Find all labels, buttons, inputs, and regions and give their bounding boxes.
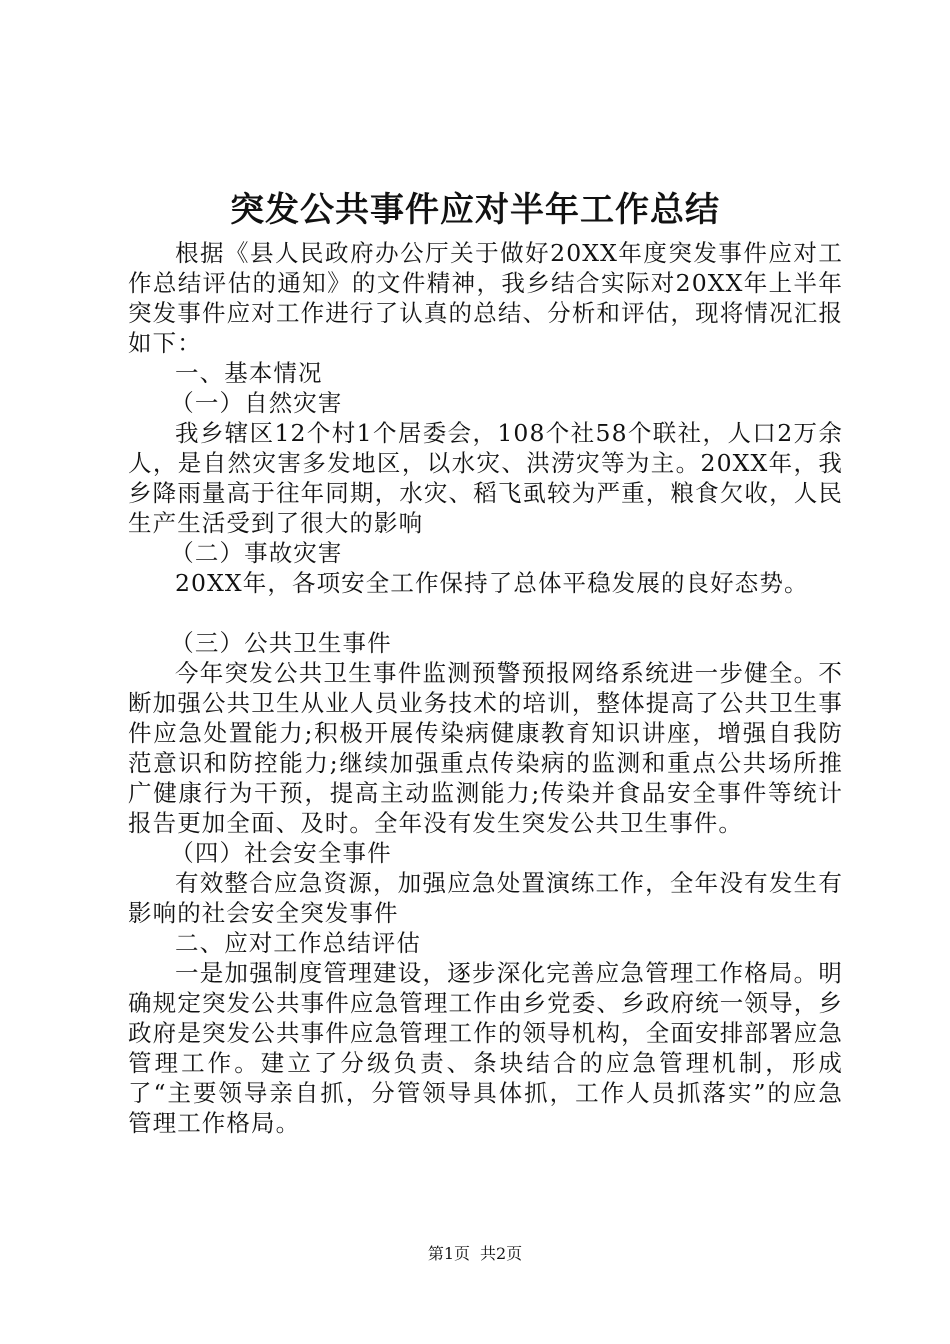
subsection-heading: （二）事故灾害 (170, 539, 343, 567)
subsection-heading: （一）自然灾害 (170, 389, 343, 417)
body-paragraph: 20XX年，各项安全工作保持了总体平稳发展的良好态势。 (175, 569, 809, 597)
body-paragraph: 有效整合应急资源，加强应急处置演练工作，全年没有发生有影响的社会安全突发事件 (128, 869, 843, 927)
subsection-heading: （三）公共卫生事件 (170, 629, 392, 657)
subsection-heading: （四）社会安全事件 (170, 839, 392, 867)
document-body (128, 238, 843, 1138)
body-paragraph: 今年突发公共卫生事件监测预警预报网络系统进一步健全。不断加强公共卫生从业人员业务技术的培训，整体提高了公共卫生事件应急处置能力;积极开展传染病健康教育知识讲座，增强自我防范意识和防控能力;继续加强重点传染病的监测和重点公共场所推广健康行为干预，提高主动监测能力;传染并食品安全事件等统计报告更加全面、及时。全年没有发生突发公共卫生事件。 (128, 659, 843, 837)
section-heading: 一、基本情况 (175, 359, 323, 387)
page-footer (0, 1242, 950, 1266)
page-total: 共2页 (480, 1244, 523, 1263)
document-title: 突发公共事件应对半年工作总结 (230, 190, 720, 230)
body-paragraph: 我乡辖区12个村1个居委会，108个社58个联社，人口2万余人，是自然灾害多发地区，以水灾、洪涝灾等为主。20XX年，我乡降雨量高于往年同期，水灾、稻飞虱较为严重，粮食欠收，人民生产生活受到了很大的影响 (128, 419, 843, 537)
intro-paragraph: 根据《县人民政府办公厅关于做好20XX年度突发事件应对工作总结评估的通知》的文件精神，我乡结合实际对20XX年上半年突发事件应对工作进行了认真的总结、分析和评估，现将情况汇报如下： (128, 239, 843, 357)
section-heading: 二、应对工作总结评估 (175, 929, 421, 957)
body-paragraph: 一是加强制度管理建设，逐步深化完善应急管理工作格局。明确规定突发公共事件应急管理工作由乡党委、乡政府统一领导，乡政府是突发公共事件应急管理工作的领导机构，全面安排部署应急管理工作。建立了分级负责、条块结合的应急管理机制，形成了“主要领导亲自抓，分管领导具体抓，工作人员抓落实”的应急管理工作格局。 (128, 959, 843, 1137)
page-number: 第1页 (427, 1244, 470, 1263)
paragraph-gap (128, 598, 843, 628)
